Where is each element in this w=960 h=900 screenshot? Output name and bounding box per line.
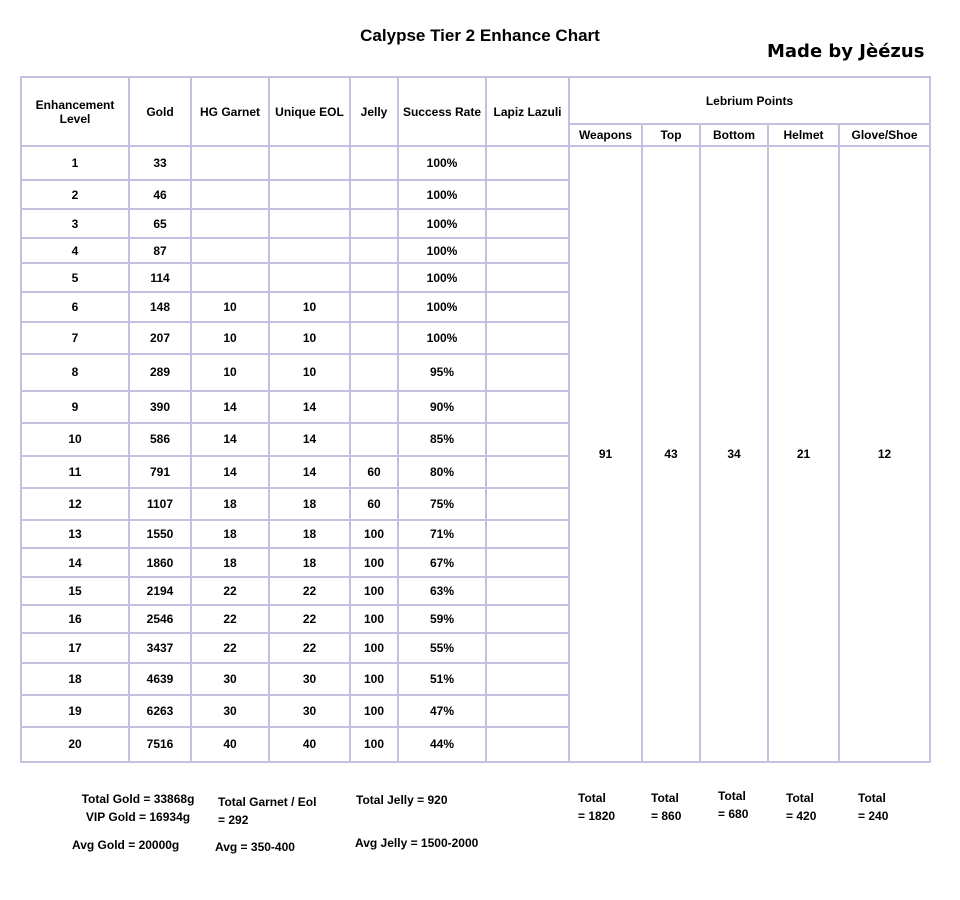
cell-rate: 59% [398,605,486,633]
cell-garnet: 18 [191,548,269,577]
cell-eol: 22 [269,577,350,605]
cell-rate: 55% [398,633,486,662]
cell-rate: 100% [398,292,486,321]
cell-rate: 63% [398,577,486,605]
cell-gold: 87 [129,238,191,263]
cell-level: 5 [21,263,129,292]
cell-gold: 65 [129,209,191,238]
cell-lapiz [486,146,569,180]
cell-eol: 22 [269,605,350,633]
header-helmet: Helmet [768,124,839,146]
cell-eol: 10 [269,322,350,354]
total-label: Total [578,791,606,805]
cell-garnet: 18 [191,520,269,548]
cell-rate: 100% [398,263,486,292]
cell-eol: 14 [269,423,350,456]
cell-rate: 44% [398,727,486,762]
cell-lapiz [486,456,569,488]
header-lapiz-lazuli: Lapiz Lazuli [486,77,569,146]
cell-garnet: 10 [191,354,269,391]
total-bottom [718,787,748,823]
cell-eol: 40 [269,727,350,762]
total-value: = 240 [858,809,889,823]
cell-rate: 100% [398,238,486,263]
vip-gold: VIP Gold = 16934g [85,810,191,824]
cell-lapiz [486,488,569,520]
cell-lapiz [486,577,569,605]
header-bottom: Bottom [700,124,768,146]
cell-rate: 75% [398,488,486,520]
total-label: Total [786,791,814,805]
cell-eol: 22 [269,633,350,662]
cell-rate: 100% [398,146,486,180]
cell-gold: 586 [129,423,191,456]
cell-lapiz [486,391,569,423]
cell-level: 12 [21,488,129,520]
cell-eol: 10 [269,354,350,391]
cell-garnet [191,180,269,209]
cell-eol: 30 [269,695,350,727]
cell-jelly [350,209,398,238]
cell-lapiz [486,209,569,238]
total-value: = 1820 [578,809,616,823]
cell-jelly: 100 [350,727,398,762]
cell-lapiz [486,322,569,354]
cell-eol: 10 [269,292,350,321]
cell-eol [269,238,350,263]
cell-gold: 791 [129,456,191,488]
cell-gold: 3437 [129,633,191,662]
cell-garnet: 22 [191,577,269,605]
cell-jelly: 100 [350,695,398,727]
total-garnet-value: = 292 [218,813,249,827]
cell-garnet: 10 [191,292,269,321]
cell-level: 6 [21,292,129,321]
cell-jelly [350,322,398,354]
cell-eol [269,263,350,292]
cell-garnet [191,238,269,263]
avg-gold: Avg Gold = 20000g [72,838,180,852]
author-credit: Made by Jèézus [767,41,925,62]
cell-garnet: 14 [191,391,269,423]
cell-jelly [350,146,398,180]
cell-level: 20 [21,727,129,762]
lebrium-bottom: 34 [700,146,768,762]
total-gold: Total Gold = 33868g [81,792,195,806]
cell-level: 14 [21,548,129,577]
cell-garnet [191,209,269,238]
chart-title: Calypse Tier 2 Enhance Chart [360,26,600,45]
total-value: = 860 [651,809,682,823]
header-weapons: Weapons [569,124,642,146]
cell-eol: 18 [269,548,350,577]
cell-jelly: 100 [350,520,398,548]
cell-garnet [191,263,269,292]
cell-garnet: 30 [191,663,269,695]
cell-jelly: 60 [350,488,398,520]
header-glove-shoe: Glove/Shoe [839,124,930,146]
cell-gold: 114 [129,263,191,292]
total-garnet-label: Total Garnet / Eol [218,795,317,809]
cell-gold: 1550 [129,520,191,548]
cell-eol: 14 [269,456,350,488]
cell-jelly [350,423,398,456]
cell-gold: 390 [129,391,191,423]
cell-jelly [350,263,398,292]
cell-lapiz [486,263,569,292]
cell-lapiz [486,663,569,695]
cell-eol: 18 [269,520,350,548]
cell-level: 11 [21,456,129,488]
cell-rate: 85% [398,423,486,456]
cell-level: 8 [21,354,129,391]
cell-rate: 100% [398,322,486,354]
cell-lapiz [486,292,569,321]
cell-level: 2 [21,180,129,209]
table-row [21,146,930,180]
total-value: = 420 [786,809,817,823]
enhance-table [20,76,931,763]
cell-eol [269,146,350,180]
header-gold: Gold [129,77,191,146]
cell-garnet: 14 [191,456,269,488]
cell-lapiz [486,520,569,548]
lebrium-top: 43 [642,146,700,762]
cell-rate: 51% [398,663,486,695]
cell-jelly: 60 [350,456,398,488]
cell-gold: 148 [129,292,191,321]
cell-rate: 67% [398,548,486,577]
cell-level: 3 [21,209,129,238]
header-enhancement-level: Enhancement Level [21,77,129,146]
cell-lapiz [486,354,569,391]
cell-garnet: 14 [191,423,269,456]
header-success-rate: Success Rate [398,77,486,146]
cell-level: 15 [21,577,129,605]
avg-jelly: Avg Jelly = 1500-2000 [355,836,479,850]
garnet-summary [218,793,316,829]
cell-gold: 33 [129,146,191,180]
header-lebrium-points: Lebrium Points [569,77,930,124]
cell-rate: 71% [398,520,486,548]
lebrium-helmet: 21 [768,146,839,762]
cell-jelly: 100 [350,577,398,605]
cell-garnet: 40 [191,727,269,762]
cell-level: 7 [21,322,129,354]
cell-garnet: 10 [191,322,269,354]
cell-gold: 289 [129,354,191,391]
cell-gold: 7516 [129,727,191,762]
cell-level: 10 [21,423,129,456]
table-body [21,146,930,762]
cell-eol [269,180,350,209]
cell-garnet: 22 [191,633,269,662]
total-jelly: Total Jelly = 920 [356,793,448,807]
cell-rate: 80% [398,456,486,488]
cell-jelly: 100 [350,663,398,695]
cell-lapiz [486,633,569,662]
cell-jelly [350,292,398,321]
gold-summary [63,790,213,826]
total-label: Total [858,791,886,805]
total-top [651,789,681,825]
cell-lapiz [486,238,569,263]
cell-garnet: 22 [191,605,269,633]
cell-lapiz [486,695,569,727]
cell-level: 16 [21,605,129,633]
cell-level: 9 [21,391,129,423]
cell-rate: 100% [398,209,486,238]
cell-lapiz [486,548,569,577]
cell-gold: 46 [129,180,191,209]
cell-garnet: 18 [191,488,269,520]
lebrium-weapons: 91 [569,146,642,762]
total-label: Total [718,789,746,803]
cell-gold: 207 [129,322,191,354]
header-unique-eol: Unique EOL [269,77,350,146]
total-glove-shoe [858,789,888,825]
cell-level: 1 [21,146,129,180]
header-top: Top [642,124,700,146]
cell-level: 13 [21,520,129,548]
cell-lapiz [486,423,569,456]
cell-jelly [350,238,398,263]
cell-jelly [350,391,398,423]
cell-garnet [191,146,269,180]
cell-rate: 47% [398,695,486,727]
cell-eol [269,209,350,238]
cell-gold: 4639 [129,663,191,695]
cell-level: 17 [21,633,129,662]
cell-gold: 1860 [129,548,191,577]
cell-rate: 90% [398,391,486,423]
cell-rate: 95% [398,354,486,391]
avg-garnet: Avg = 350-400 [215,840,295,854]
total-weapons [578,789,615,825]
total-value: = 680 [718,807,749,821]
cell-level: 18 [21,663,129,695]
cell-lapiz [486,727,569,762]
cell-jelly [350,180,398,209]
cell-gold: 6263 [129,695,191,727]
cell-gold: 1107 [129,488,191,520]
cell-lapiz [486,180,569,209]
cell-jelly [350,354,398,391]
total-label: Total [651,791,679,805]
lebrium-glove: 12 [839,146,930,762]
cell-jelly: 100 [350,548,398,577]
cell-gold: 2546 [129,605,191,633]
cell-jelly: 100 [350,633,398,662]
total-helmet [786,789,816,825]
cell-rate: 100% [398,180,486,209]
cell-garnet: 30 [191,695,269,727]
cell-lapiz [486,605,569,633]
cell-level: 19 [21,695,129,727]
cell-eol: 30 [269,663,350,695]
cell-eol: 18 [269,488,350,520]
cell-gold: 2194 [129,577,191,605]
cell-eol: 14 [269,391,350,423]
header-jelly: Jelly [350,77,398,146]
cell-jelly: 100 [350,605,398,633]
header-hg-garnet: HG Garnet [191,77,269,146]
cell-level: 4 [21,238,129,263]
